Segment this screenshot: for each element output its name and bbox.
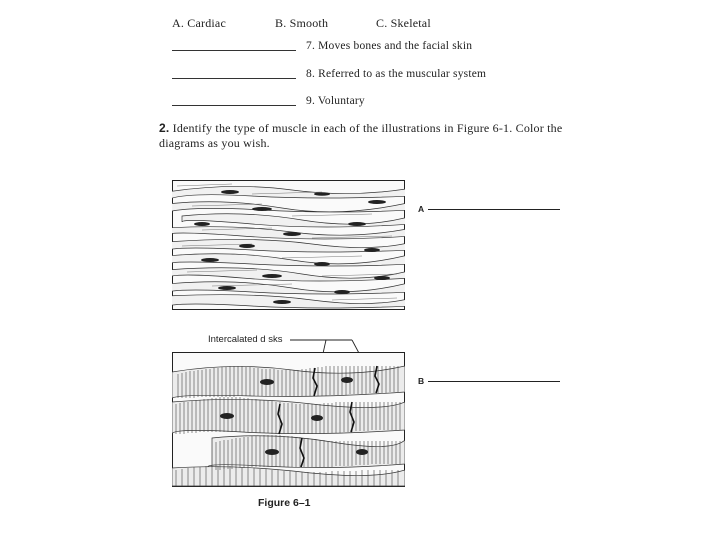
question-number: 8. xyxy=(306,68,316,80)
question-text: Voluntary xyxy=(317,95,365,107)
question-9 xyxy=(306,95,365,107)
question-number: 7. xyxy=(306,40,316,52)
question-2 xyxy=(159,121,579,150)
question-number: 9. xyxy=(306,95,316,107)
option-smooth: B. Smooth xyxy=(275,16,329,30)
answer-line-b[interactable] xyxy=(428,381,560,382)
answer-blank-8[interactable] xyxy=(172,78,296,79)
figure-a-illustration xyxy=(172,180,405,310)
question-7 xyxy=(306,40,472,52)
question-2-number: 2. xyxy=(159,121,170,135)
figure-caption: Figure 6–1 xyxy=(258,497,311,509)
figure-label-b: B xyxy=(418,376,425,386)
option-cardiac: A. Cardiac xyxy=(172,16,226,30)
question-text: Referred to as the muscular system xyxy=(318,68,487,80)
answer-blank-9[interactable] xyxy=(172,105,296,106)
figure-b-illustration xyxy=(172,352,405,487)
answer-blank-7[interactable] xyxy=(172,50,296,51)
question-text: Moves bones and the facial skin xyxy=(318,40,473,52)
figure-label-a: A xyxy=(418,204,425,214)
option-skeletal: C. Skeletal xyxy=(376,16,431,30)
question-8 xyxy=(306,68,486,80)
answer-line-a[interactable] xyxy=(428,209,560,210)
intercalated-disks-label: Intercalated d sks xyxy=(208,334,283,345)
question-2-text: Identify the type of muscle in each of the illustrations in Figure 6-1. Color the diagrams as you wish. xyxy=(159,121,563,150)
